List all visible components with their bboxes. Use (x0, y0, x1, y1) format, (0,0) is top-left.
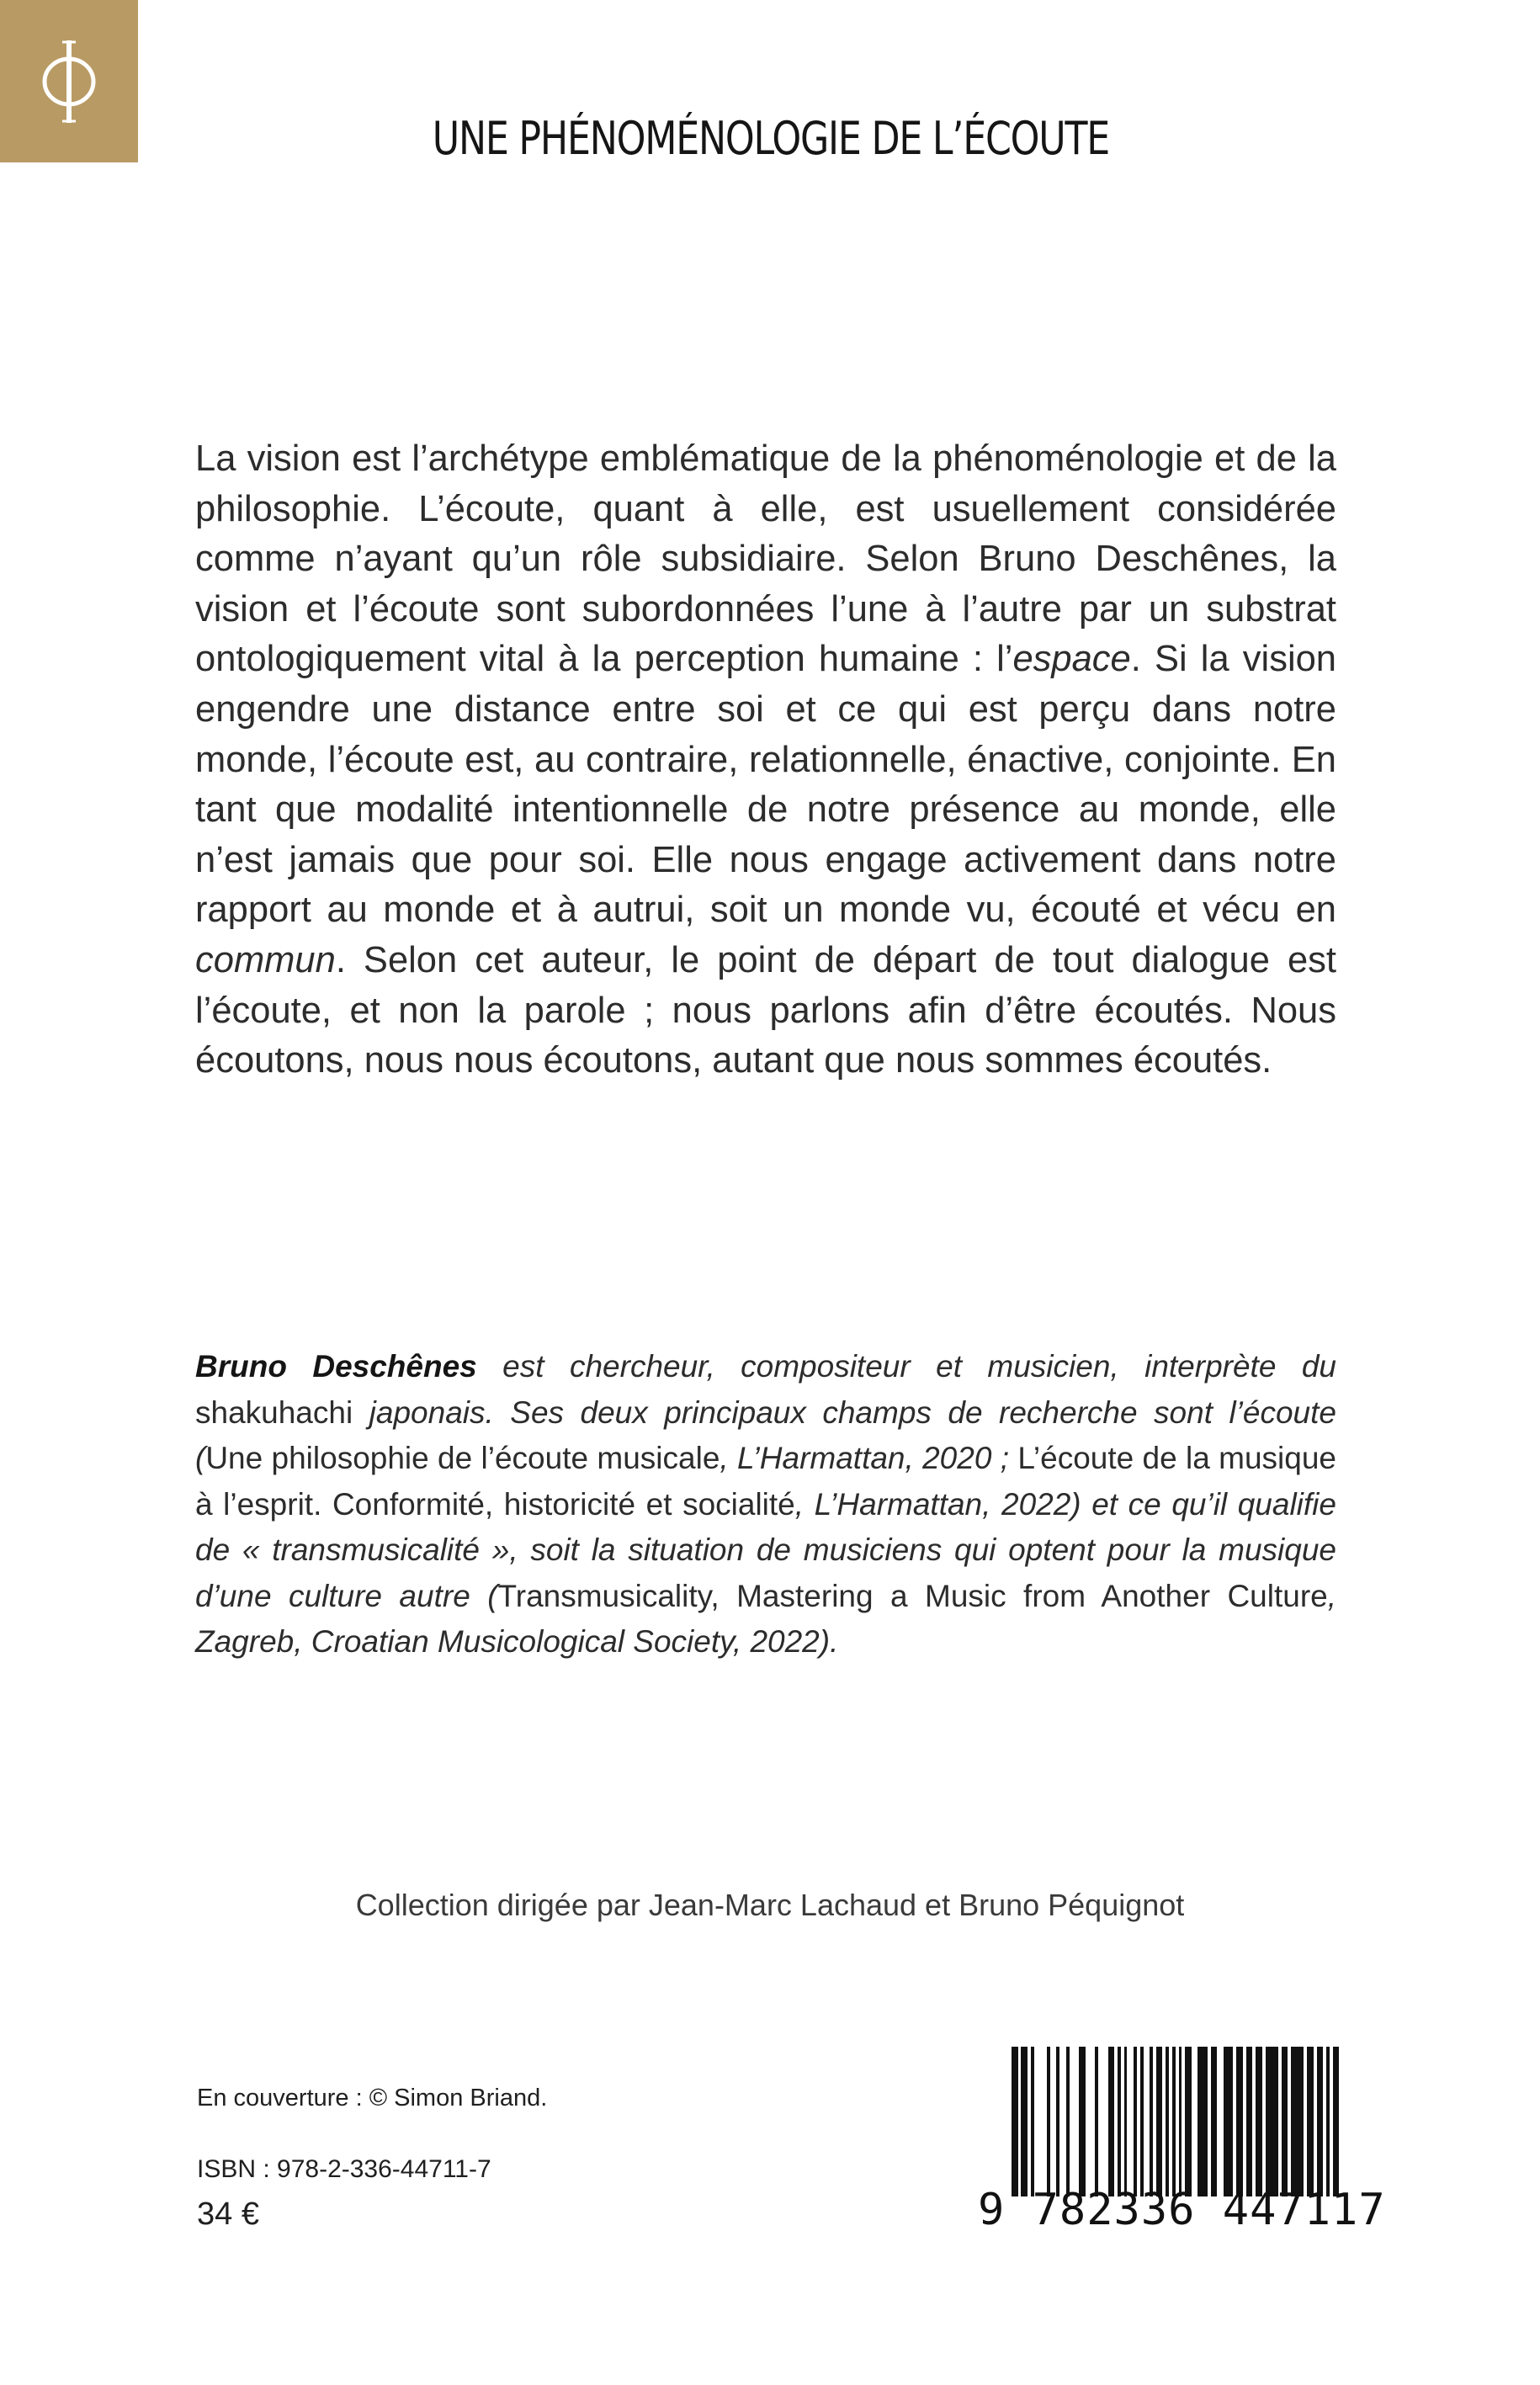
bio-text: Transmusicality, Mastering a Music from Another Culture (497, 1578, 1328, 1613)
barcode-bar (1050, 2047, 1057, 2196)
barcode-bar (1217, 2047, 1224, 2196)
barcode-bar (1211, 2047, 1218, 2196)
barcode-bar (1236, 2047, 1243, 2196)
barcode-digits (978, 2185, 1386, 2235)
barcode-bar (1144, 2047, 1150, 2196)
summary-text: La vision est l’archétype emblématique de la phénoménologie et de la philosophie. L’écoute, quant à elle, est usuellement considérée comme n’ayant qu’un rôle subsidiaire. Selon Bruno Deschênes, la vision et l’écoute sont subordonnées l’une à l’autre par un substrat ontologiquement vital à la perception humaine : l’ (195, 438, 1336, 680)
summary-text: . Si la vision engendre une distance entre soi et ce qui est perçu dans notre monde, l’écoute est, au contraire, relationnelle, énactive, conjointe. En tant que modalité intentionnelle de notre présence au monde, elle n’est jamais que pour soi. Elle nous engage activement dans notre rapport au monde et à autrui, soit un monde vu, écouté et vécu en (195, 639, 1337, 931)
barcode-bar (1127, 2047, 1134, 2196)
barcode-bar (1224, 2047, 1233, 2196)
barcode-left-group: 782336 (1032, 2185, 1196, 2235)
barcode-bar (1086, 2047, 1095, 2196)
phi-icon (36, 35, 102, 128)
barcode-bar (1021, 2047, 1028, 2196)
barcode-bar (1098, 2047, 1107, 2196)
book-title: UNE PHÉNOMÉNOLOGIE DE L’ÉCOUTE (432, 112, 1110, 165)
summary-emphasis: commun (195, 939, 336, 980)
bio-text: japonais. Ses deux principaux champs de recherche sont l’écoute ( (195, 1394, 1336, 1475)
barcode-bar (1034, 2047, 1047, 2196)
barcode-bar (1282, 2047, 1288, 2196)
barcode-first-digit: 9 (978, 2185, 1006, 2235)
back-cover-summary (195, 434, 1336, 1086)
bio-text: Une philosophie de l’écoute musicale (205, 1441, 720, 1475)
barcode-bar (1291, 2047, 1304, 2196)
barcode-bar (1108, 2047, 1115, 2196)
barcode-bar (1079, 2047, 1086, 2196)
barcode-bar (1192, 2047, 1198, 2196)
barcode-bar (1333, 2047, 1340, 2196)
bio-text: , L’Harmattan, 2020 ; (720, 1441, 1018, 1475)
collection-editors: Collection dirigée par Jean-Marc Lachaud et Bruno Péquignot (355, 1888, 1185, 1922)
logo-badge (0, 0, 138, 162)
isbn: ISBN : 978-2-336-44711-7 (197, 2155, 491, 2183)
bio-text: L’écoute de la musique à l’esprit. Conformité, historicité et socialité (195, 1441, 1336, 1522)
author-name: Bruno Deschênes (195, 1349, 477, 1384)
barcode-bar (1266, 2047, 1278, 2196)
price: 34 € (197, 2196, 259, 2232)
barcode-bar (1059, 2047, 1066, 2196)
barcode-bar (1185, 2047, 1192, 2196)
isbn-barcode (978, 2047, 1386, 2240)
barcode-bar (1197, 2047, 1207, 2196)
barcode-bar (1156, 2047, 1163, 2196)
barcode-bar (1256, 2047, 1262, 2196)
summary-text: . Selon cet auteur, le point de départ de tout dialogue est l’écoute, et non la parole ; nous parlons afin d’être écoutés. Nous écoutons, nous nous écoutons, autant que nous sommes écoutés. (195, 939, 1336, 1081)
bio-text: , Zagreb, Croatian Musicological Society, 2022). (195, 1578, 1336, 1659)
barcode-bars (1012, 2047, 1340, 2196)
barcode-bar (1246, 2047, 1253, 2196)
barcode-bar (1012, 2047, 1018, 2196)
barcode-right-group: 447117 (1222, 2185, 1386, 2235)
bio-text: , L’Harmattan, 2022) et ce qu’il qualifie de « transmusicalité », soit la situation de musiciens qui optent pour la musique d’une culture autre ( (195, 1486, 1336, 1613)
summary-emphasis: espace (1012, 639, 1131, 680)
barcode-bar (1307, 2047, 1314, 2196)
bio-text: est chercheur, compositeur et musicien, interprète du (476, 1349, 1337, 1384)
cover-credit: En couverture : © Simon Briand. (197, 2085, 548, 2111)
barcode-bar (1317, 2047, 1324, 2196)
barcode-bar (1070, 2047, 1079, 2196)
author-biography (195, 1344, 1336, 1665)
bio-text: shakuhachi (195, 1394, 369, 1430)
